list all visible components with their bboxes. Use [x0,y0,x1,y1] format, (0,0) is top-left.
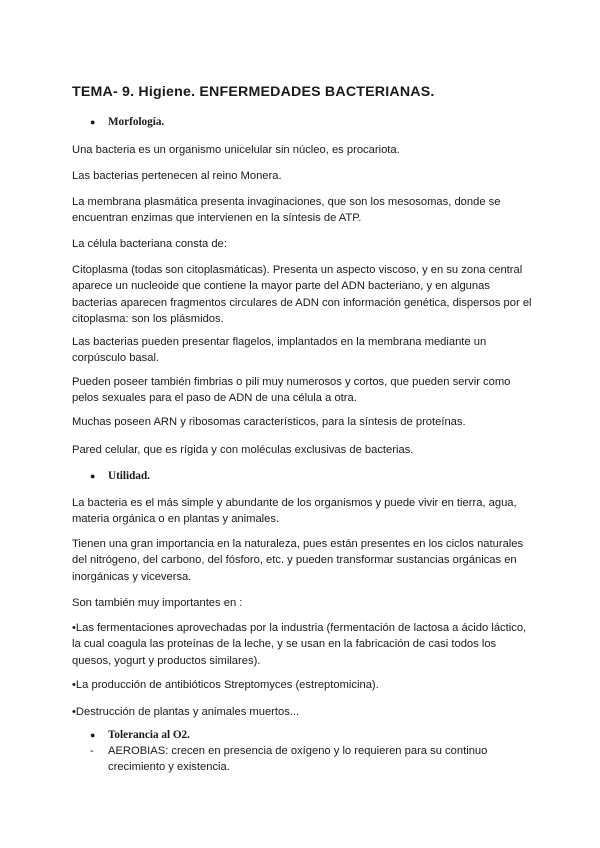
dash-icon: - [90,745,94,757]
list-item-text: AEROBIAS: crecen en presencia de oxígeno y lo requieren para su continuo crecimiento y existencia. [108,745,488,774]
paragraph: La bacteria es el más simple y abundante de los organismos y puede vivir en tierra, agua, materia orgánica o en plantas y animales. [72,497,517,526]
heading-morfologia [90,116,164,128]
paragraph: La membrana plasmática presenta invaginaciones, que son los mesosomas, donde se encuentran enzimas que intervienen en la síntesis de ATP. [72,196,501,225]
bullet-icon: ● [90,730,96,740]
paragraph: Citoplasma (todas son citoplasmáticas). Presenta un aspecto viscoso, y en su zona central aparece un nucleoide que contiene la mayor parte del ADN bacteriano, y en algunas bacterias aparecen fragmentos circulares de ADN con información genética, dispersos por el citoplasma: son los plásmidos. [72,264,532,326]
paragraph: Pared celular, que es rígida y con moléculas exclusivas de bacterias. [72,444,414,456]
bullet-icon: ● [90,471,96,481]
heading-utilidad [90,470,150,482]
list-item [90,743,530,776]
paragraph: Las bacterias pueden presentar flagelos, implantados en la membrana mediante un corpúsculo basal. [72,336,487,365]
heading-tolerancia-label: Tolerancia al O2. [108,729,190,741]
paragraph: Una bacteria es un organismo unicelular sin núcleo, es procariota. [72,144,400,156]
paragraph: Tienen una gran importancia en la naturaleza, pues están presentes en los ciclos naturales del nitrógeno, del carbono, del fósforo, etc. y pueden transformar sustancias orgánicas en inorgánicas y viceversa. [72,538,524,583]
heading-utilidad-label: Utilidad. [108,470,150,482]
paragraph: •La producción de antibióticos Streptomyces (estreptomicina). [72,679,379,691]
paragraph: Muchas poseen ARN y ribosomas característicos, para la síntesis de proteínas. [72,416,466,428]
paragraph: Pueden poseer también fimbrias o pili muy numerosos y cortos, que pueden servir como pelos sexuales para el paso de ADN de una célula a otra. [72,376,511,405]
paragraph: •Destrucción de plantas y animales muertos... [72,706,300,718]
heading-morfologia-label: Morfología. [108,116,165,128]
bullet-icon: ● [90,117,96,127]
document-title: TEMA- 9. Higiene. ENFERMEDADES BACTERIANAS. [72,84,435,100]
paragraph: •Las fermentaciones aprovechadas por la industria (fermentación de lactosa a ácido láctico, la cual coagula las proteínas de la leche, y se usan en la fabricación de casi todos los quesos, yogurt y productos similares). [72,622,527,667]
heading-tolerancia [90,729,190,741]
paragraph: Son también muy importantes en : [72,597,243,609]
paragraph: La célula bacteriana consta de: [72,238,227,250]
paragraph: Las bacterias pertenecen al reino Monera. [72,170,282,182]
